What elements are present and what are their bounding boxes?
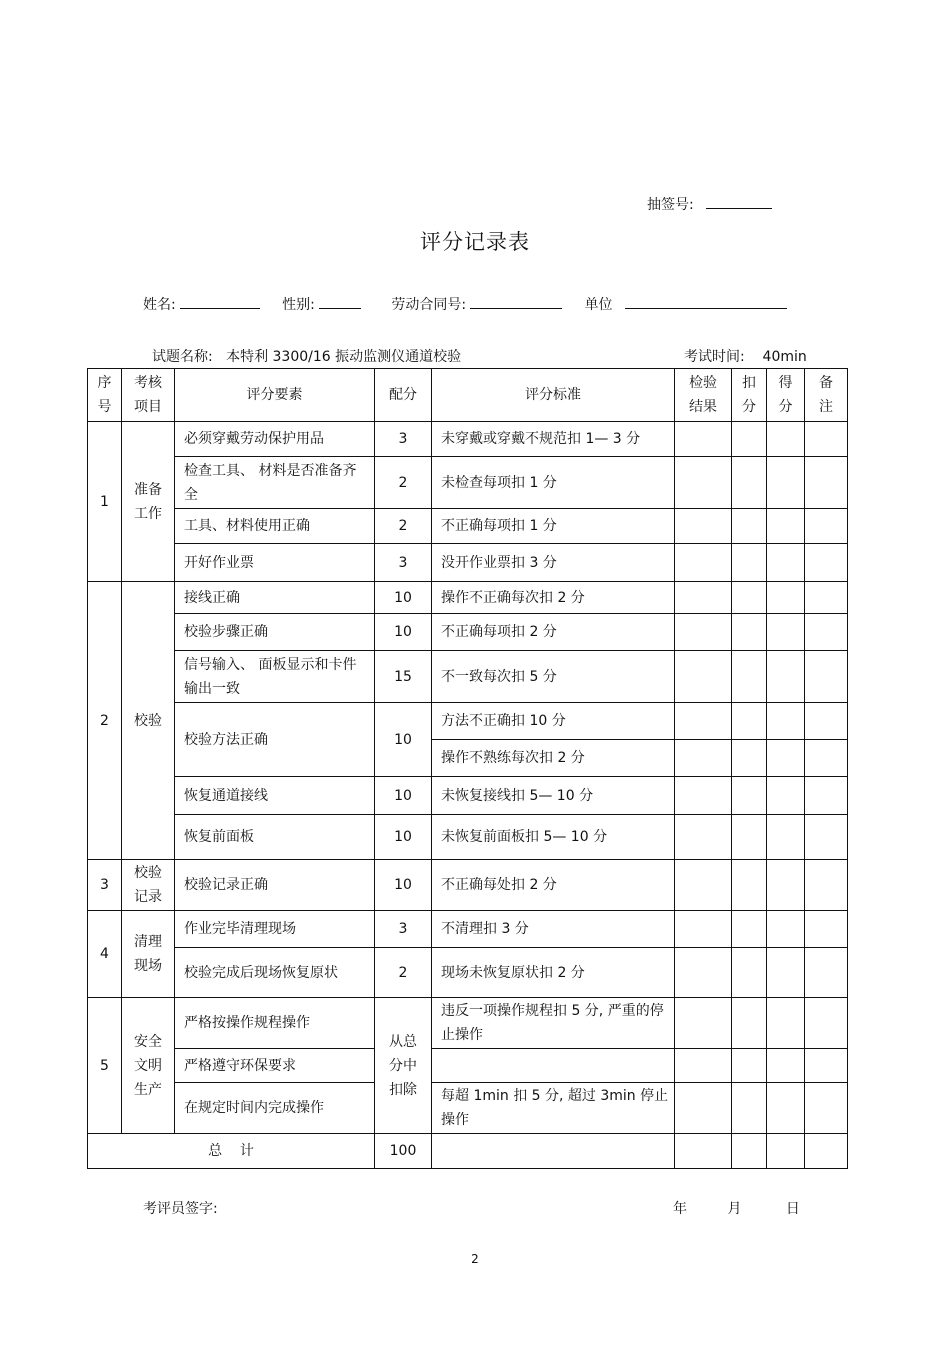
deduct-cell[interactable] bbox=[732, 651, 767, 703]
table-row bbox=[88, 651, 848, 703]
result-cell[interactable] bbox=[675, 911, 732, 948]
total-get-cell[interactable] bbox=[767, 1134, 805, 1169]
score-cell: 10 bbox=[375, 860, 432, 911]
remark-cell[interactable] bbox=[805, 777, 848, 815]
total-standard-cell bbox=[432, 1134, 675, 1169]
group-1-item: 准备工作 bbox=[122, 422, 175, 582]
remark-cell[interactable] bbox=[805, 651, 848, 703]
remark-cell[interactable] bbox=[805, 948, 848, 998]
remark-cell[interactable] bbox=[805, 422, 848, 457]
group-2-seq: 2 bbox=[88, 582, 122, 860]
standard-cell: 不一致每次扣 5 分 bbox=[432, 651, 675, 703]
group-5-seq: 5 bbox=[88, 998, 122, 1134]
header-remark: 备 注 bbox=[805, 369, 848, 422]
score-cell: 2 bbox=[375, 509, 432, 544]
month-label: 月 bbox=[727, 1201, 742, 1217]
element-cell: 严格按操作规程操作 bbox=[175, 998, 375, 1049]
get-cell[interactable] bbox=[767, 614, 805, 651]
result-cell[interactable] bbox=[675, 1049, 732, 1083]
element-cell: 校验方法正确 bbox=[175, 703, 375, 777]
element-cell: 严格遵守环保要求 bbox=[175, 1049, 375, 1083]
get-cell[interactable] bbox=[767, 544, 805, 582]
element-cell: 接线正确 bbox=[175, 582, 375, 614]
header-get: 得 分 bbox=[767, 369, 805, 422]
remark-cell[interactable] bbox=[805, 509, 848, 544]
deduct-cell[interactable] bbox=[732, 860, 767, 911]
table-row bbox=[88, 860, 848, 911]
remark-cell[interactable] bbox=[805, 998, 848, 1049]
year-label: 年 bbox=[673, 1201, 687, 1217]
element-cell: 信号输入、 面板显示和卡件输出一致 bbox=[175, 651, 375, 703]
result-cell[interactable] bbox=[675, 509, 732, 544]
result-cell[interactable] bbox=[675, 422, 732, 457]
group-4-item: 清理现场 bbox=[122, 911, 175, 998]
gender-blank[interactable] bbox=[319, 294, 361, 309]
standard-cell: 不正确每项扣 1 分 bbox=[432, 509, 675, 544]
get-cell[interactable] bbox=[767, 948, 805, 998]
get-cell[interactable] bbox=[767, 740, 805, 777]
contract-label: 劳动合同号: bbox=[391, 297, 467, 313]
total-label: 总 计 bbox=[88, 1134, 375, 1169]
remark-cell[interactable] bbox=[805, 582, 848, 614]
score-cell: 10 bbox=[375, 614, 432, 651]
contract-blank[interactable] bbox=[470, 294, 562, 309]
total-deduct-cell[interactable] bbox=[732, 1134, 767, 1169]
score-cell: 15 bbox=[375, 651, 432, 703]
deduct-cell[interactable] bbox=[732, 740, 767, 777]
get-cell[interactable] bbox=[767, 1049, 805, 1083]
deduct-cell[interactable] bbox=[732, 509, 767, 544]
remark-cell[interactable] bbox=[805, 740, 848, 777]
deduct-cell[interactable] bbox=[732, 422, 767, 457]
get-cell[interactable] bbox=[767, 815, 805, 860]
header-standard: 评分标准 bbox=[432, 369, 675, 422]
result-cell[interactable] bbox=[675, 651, 732, 703]
score-cell: 10 bbox=[375, 703, 432, 777]
table-row bbox=[88, 422, 848, 457]
get-cell[interactable] bbox=[767, 860, 805, 911]
signer-label: 考评员签字: bbox=[143, 1201, 218, 1217]
deduct-cell[interactable] bbox=[732, 948, 767, 998]
standard-cell: 没开作业票扣 3 分 bbox=[432, 544, 675, 582]
group-4-seq: 4 bbox=[88, 911, 122, 998]
gender-label: 性别: bbox=[282, 297, 315, 313]
group-1-seq: 1 bbox=[88, 422, 122, 582]
remark-cell[interactable] bbox=[805, 544, 848, 582]
deduct-cell[interactable] bbox=[732, 998, 767, 1049]
table-row bbox=[88, 614, 848, 651]
table-row bbox=[88, 911, 848, 948]
standard-cell: 操作不正确每次扣 2 分 bbox=[432, 582, 675, 614]
standard-cell: 未检查每项扣 1 分 bbox=[432, 457, 675, 509]
get-cell[interactable] bbox=[767, 651, 805, 703]
table-row bbox=[88, 815, 848, 860]
get-cell[interactable] bbox=[767, 911, 805, 948]
remark-cell[interactable] bbox=[805, 703, 848, 740]
element-cell: 校验完成后现场恢复原状 bbox=[175, 948, 375, 998]
table-header-row bbox=[88, 369, 848, 422]
standard-cell: 操作不熟练每次扣 2 分 bbox=[432, 740, 675, 777]
result-cell[interactable] bbox=[675, 815, 732, 860]
standard-cell: 未穿戴或穿戴不规范扣 1— 3 分 bbox=[432, 422, 675, 457]
unit-blank[interactable] bbox=[625, 294, 787, 309]
header-deduct: 扣 分 bbox=[732, 369, 767, 422]
table-row bbox=[88, 948, 848, 998]
remark-cell[interactable] bbox=[805, 1049, 848, 1083]
deduct-cell[interactable] bbox=[732, 614, 767, 651]
day-label: 日 bbox=[785, 1201, 800, 1217]
result-cell[interactable] bbox=[675, 948, 732, 998]
deduct-cell[interactable] bbox=[732, 1083, 767, 1134]
table-row bbox=[88, 777, 848, 815]
standard-cell: 每超 1min 扣 5 分, 超过 3min 停止操作 bbox=[432, 1083, 675, 1134]
examinee-info-line bbox=[143, 294, 791, 314]
score-cell: 10 bbox=[375, 582, 432, 614]
element-cell: 开好作业票 bbox=[175, 544, 375, 582]
get-cell[interactable] bbox=[767, 422, 805, 457]
standard-cell: 未恢复前面板扣 5— 10 分 bbox=[432, 815, 675, 860]
get-cell[interactable] bbox=[767, 457, 805, 509]
score-cell: 3 bbox=[375, 544, 432, 582]
total-remark-cell[interactable] bbox=[805, 1134, 848, 1169]
lot-number-line bbox=[647, 194, 772, 214]
remark-cell[interactable] bbox=[805, 1083, 848, 1134]
page-title: 评分记录表 bbox=[420, 230, 530, 254]
score-cell: 10 bbox=[375, 777, 432, 815]
element-cell: 在规定时间内完成操作 bbox=[175, 1083, 375, 1134]
deduct-cell[interactable] bbox=[732, 815, 767, 860]
remark-cell[interactable] bbox=[805, 815, 848, 860]
get-cell[interactable] bbox=[767, 582, 805, 614]
element-cell: 工具、材料使用正确 bbox=[175, 509, 375, 544]
result-cell[interactable] bbox=[675, 582, 732, 614]
exam-time-label: 考试时间: bbox=[684, 349, 745, 365]
standard-cell: 不正确每项扣 2 分 bbox=[432, 614, 675, 651]
total-row bbox=[88, 1134, 848, 1169]
standard-cell: 未恢复接线扣 5— 10 分 bbox=[432, 777, 675, 815]
result-cell[interactable] bbox=[675, 457, 732, 509]
standard-cell: 不正确每处扣 2 分 bbox=[432, 860, 675, 911]
result-cell[interactable] bbox=[675, 998, 732, 1049]
score-cell: 3 bbox=[375, 422, 432, 457]
deduct-cell[interactable] bbox=[732, 911, 767, 948]
result-cell[interactable] bbox=[675, 544, 732, 582]
element-cell: 必须穿戴劳动保护用品 bbox=[175, 422, 375, 457]
exam-time-line bbox=[684, 346, 807, 366]
standard-cell: 违反一项操作规程扣 5 分, 严重的停止操作 bbox=[432, 998, 675, 1049]
lot-number-label: 抽签号: bbox=[647, 197, 694, 213]
date-line bbox=[673, 1198, 800, 1218]
get-cell[interactable] bbox=[767, 703, 805, 740]
standard-cell: 方法不正确扣 10 分 bbox=[432, 703, 675, 740]
get-cell[interactable] bbox=[767, 509, 805, 544]
table-row bbox=[88, 509, 848, 544]
group-2-item: 校验 bbox=[122, 582, 175, 860]
remark-cell[interactable] bbox=[805, 457, 848, 509]
get-cell[interactable] bbox=[767, 998, 805, 1049]
element-cell: 检查工具、 材料是否准备齐全 bbox=[175, 457, 375, 509]
total-result-cell[interactable] bbox=[675, 1134, 732, 1169]
header-item: 考核 项目 bbox=[122, 369, 175, 422]
score-cell: 2 bbox=[375, 948, 432, 998]
table-row bbox=[88, 1083, 848, 1134]
exam-name-value: 本特利 3300/16 振动监测仪通道校验 bbox=[226, 349, 462, 365]
page-number: 2 bbox=[471, 1252, 479, 1266]
result-cell[interactable] bbox=[675, 777, 732, 815]
get-cell[interactable] bbox=[767, 777, 805, 815]
standard-cell: 不清理扣 3 分 bbox=[432, 911, 675, 948]
exam-name-label: 试题名称: bbox=[152, 349, 213, 365]
unit-label: 单位 bbox=[584, 297, 613, 313]
group-5-score: 从总分中扣除 bbox=[375, 998, 432, 1134]
remark-cell[interactable] bbox=[805, 614, 848, 651]
name-blank[interactable] bbox=[180, 294, 260, 309]
result-cell[interactable] bbox=[675, 740, 732, 777]
score-table bbox=[87, 368, 848, 1169]
element-cell: 作业完毕清理现场 bbox=[175, 911, 375, 948]
table-row bbox=[88, 703, 848, 740]
score-cell: 10 bbox=[375, 815, 432, 860]
result-cell[interactable] bbox=[675, 1083, 732, 1134]
remark-cell[interactable] bbox=[805, 860, 848, 911]
exam-time-value: 40min bbox=[762, 349, 807, 365]
element-cell: 校验步骤正确 bbox=[175, 614, 375, 651]
score-cell: 2 bbox=[375, 457, 432, 509]
table-row bbox=[88, 544, 848, 582]
table-row bbox=[88, 457, 848, 509]
remark-cell[interactable] bbox=[805, 911, 848, 948]
deduct-cell[interactable] bbox=[732, 457, 767, 509]
score-cell: 3 bbox=[375, 911, 432, 948]
result-cell[interactable] bbox=[675, 703, 732, 740]
header-element: 评分要素 bbox=[175, 369, 375, 422]
table-row bbox=[88, 1049, 848, 1083]
lot-number-blank[interactable] bbox=[706, 194, 772, 209]
element-cell: 校验记录正确 bbox=[175, 860, 375, 911]
standard-cell bbox=[432, 1049, 675, 1083]
total-score: 100 bbox=[375, 1134, 432, 1169]
result-cell[interactable] bbox=[675, 614, 732, 651]
deduct-cell[interactable] bbox=[732, 703, 767, 740]
header-score: 配分 bbox=[375, 369, 432, 422]
deduct-cell[interactable] bbox=[732, 582, 767, 614]
deduct-cell[interactable] bbox=[732, 777, 767, 815]
name-label: 姓名: bbox=[143, 297, 176, 313]
group-3-item: 校验记录 bbox=[122, 860, 175, 911]
exam-name-line bbox=[152, 346, 461, 366]
group-3-seq: 3 bbox=[88, 860, 122, 911]
group-5-item: 安全文明生产 bbox=[122, 998, 175, 1134]
header-seq: 序 号 bbox=[88, 369, 122, 422]
deduct-cell[interactable] bbox=[732, 544, 767, 582]
header-result: 检验 结果 bbox=[675, 369, 732, 422]
element-cell: 恢复通道接线 bbox=[175, 777, 375, 815]
table-row bbox=[88, 998, 848, 1049]
get-cell[interactable] bbox=[767, 1083, 805, 1134]
result-cell[interactable] bbox=[675, 860, 732, 911]
standard-cell: 现场未恢复原状扣 2 分 bbox=[432, 948, 675, 998]
deduct-cell[interactable] bbox=[732, 1049, 767, 1083]
table-row bbox=[88, 582, 848, 614]
element-cell: 恢复前面板 bbox=[175, 815, 375, 860]
